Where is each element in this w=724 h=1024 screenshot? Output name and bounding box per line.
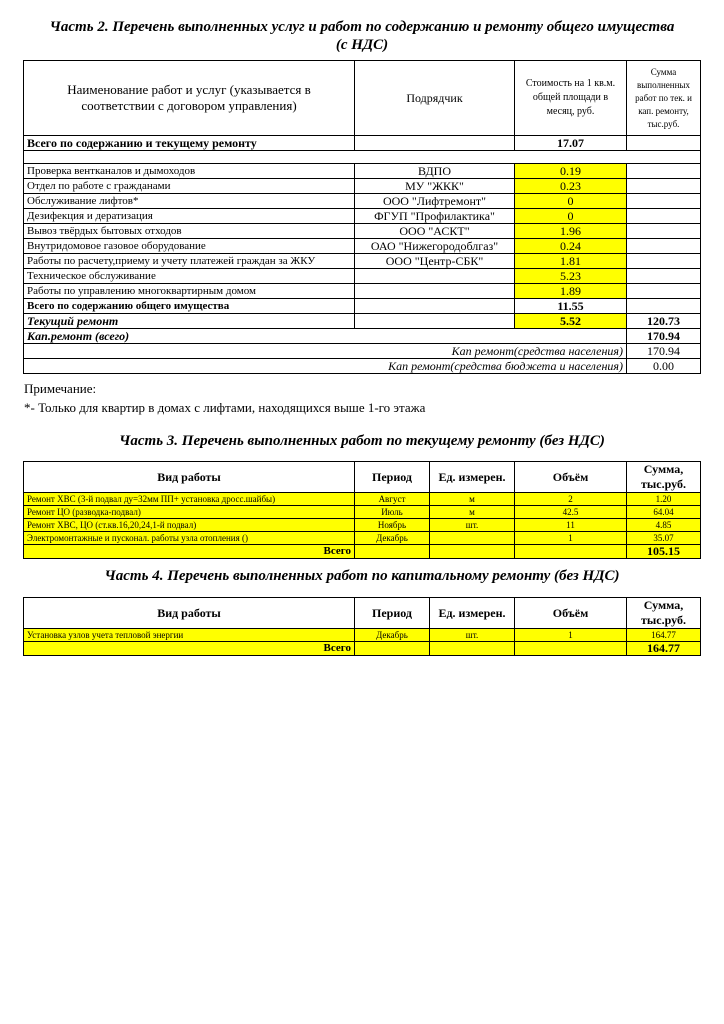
table-row — [24, 532, 701, 545]
row-sum — [627, 194, 701, 209]
row-name: Техническое обслуживание — [24, 269, 355, 284]
part3-total-row — [24, 545, 701, 559]
row-sum — [627, 164, 701, 179]
header-sum: Сумма выполненных работ по тек. и кап. ремонту, тыс.руб. — [627, 61, 701, 136]
row-contractor: ООО "Центр-СБК" — [355, 254, 515, 269]
part4-title: Часть 4. Перечень выполненных работ по капитальному ремонту (без НДС) — [104, 568, 620, 584]
note-title: Примечание: — [24, 381, 97, 396]
maintenance-total-row — [24, 299, 701, 314]
row-work: Установка узлов учета тепловой энергии — [24, 629, 355, 642]
total-label: Всего — [24, 642, 355, 656]
header-cost: Стоимость на 1 кв.м. общей площади в месяц, руб. — [515, 61, 627, 136]
cap-population-label: Кап ремонт(средства населения) — [24, 344, 627, 359]
maintenance-total-cost: 11.55 — [515, 299, 627, 314]
row-sum — [627, 239, 701, 254]
row-unit: м — [430, 493, 515, 506]
row-period: Декабрь — [355, 629, 430, 642]
row-contractor: ВДПО — [355, 164, 515, 179]
row-name: Отдел по работе с гражданами — [24, 179, 355, 194]
row-work: Ремонт ХВС (3-й подвал ду=32мм ПП+ установка дросс.шайбы) — [24, 493, 355, 506]
part2-title-line2: (с НДС) — [335, 37, 389, 53]
table-row — [24, 164, 701, 179]
part2-table — [23, 60, 701, 374]
table-row — [24, 224, 701, 239]
row-cost: 5.23 — [515, 269, 627, 284]
header-contractor: Подрядчик — [355, 61, 515, 136]
row-sum — [627, 179, 701, 194]
total-sum: 105.15 — [627, 545, 701, 559]
cap-budget-label: Кап ремонт(средства бюджета и населения) — [24, 359, 627, 374]
row-contractor: МУ "ЖКК" — [355, 179, 515, 194]
row-volume: 42.5 — [515, 506, 627, 519]
table-row — [24, 254, 701, 269]
part4-header-row — [24, 598, 701, 629]
header-unit: Ед. измерен. — [430, 598, 515, 629]
table-row — [24, 493, 701, 506]
cap-population-sum: 170.94 — [627, 344, 701, 359]
row-contractor: ООО "АСКТ" — [355, 224, 515, 239]
cap-repair-row — [24, 329, 701, 344]
part3-table — [23, 461, 701, 559]
row-volume: 1 — [515, 629, 627, 642]
row-contractor: ООО "Лифтремонт" — [355, 194, 515, 209]
row-period: Август — [355, 493, 430, 506]
part3-header-row — [24, 462, 701, 493]
row-contractor: ОАО "Нижегородоблгаз" — [355, 239, 515, 254]
row-sum — [627, 269, 701, 284]
header-sum-line2: тыс.руб. — [641, 477, 686, 491]
row-sum: 64.04 — [627, 506, 701, 519]
row-cost: 0 — [515, 194, 627, 209]
header-period: Период — [355, 462, 430, 493]
total-sum: 164.77 — [627, 642, 701, 656]
row-contractor — [355, 269, 515, 284]
row-cost: 1.89 — [515, 284, 627, 299]
header-work: Вид работы — [24, 462, 355, 493]
current-repair-row — [24, 314, 701, 329]
row-work: Ремонт ЦО (разводка-подвал) — [24, 506, 355, 519]
part3-title: Часть 3. Перечень выполненных работ по текущему ремонту (без НДС) — [119, 433, 605, 449]
header-sum — [627, 598, 701, 629]
row-sum: 164.77 — [627, 629, 701, 642]
row-sum: 35.07 — [627, 532, 701, 545]
row-cost: 0 — [515, 209, 627, 224]
table-row — [24, 284, 701, 299]
total-sum — [627, 136, 701, 151]
table-row — [24, 194, 701, 209]
maintenance-total-label: Всего по содержанию общего имущества — [24, 299, 355, 314]
row-unit — [430, 532, 515, 545]
row-period: Ноябрь — [355, 519, 430, 532]
row-period: Июль — [355, 506, 430, 519]
row-name: Проверка вентканалов и дымоходов — [24, 164, 355, 179]
total-label: Всего — [24, 545, 355, 559]
row-cost: 0.23 — [515, 179, 627, 194]
current-repair-label: Текущий ремонт — [24, 314, 355, 329]
table-row — [24, 519, 701, 532]
header-sum-line1: Сумма, — [643, 598, 684, 612]
cap-budget-sum: 0.00 — [627, 359, 701, 374]
current-repair-sum: 120.73 — [627, 314, 701, 329]
part2-title-line1: Часть 2. Перечень выполненных услуг и работ по содержанию и ремонту общего имущества — [49, 19, 675, 35]
spacer-row — [24, 151, 701, 164]
row-period: Декабрь — [355, 532, 430, 545]
row-unit: м — [430, 506, 515, 519]
cap-repair-sum: 170.94 — [627, 329, 701, 344]
row-sum — [627, 254, 701, 269]
part4-table — [23, 597, 701, 656]
row-name: Обслуживание лифтов* — [24, 194, 355, 209]
row-name: Внутридомовое газовое оборудование — [24, 239, 355, 254]
cap-repair-label: Кап.ремонт (всего) — [24, 329, 627, 344]
row-work: Электромонтажные и пусконал. работы узла отопления () — [24, 532, 355, 545]
total-label: Всего по содержанию и текущему ремонту — [24, 136, 355, 151]
row-sum — [627, 284, 701, 299]
row-name: Дезифекция и дератизация — [24, 209, 355, 224]
row-contractor — [355, 284, 515, 299]
row-sum — [627, 209, 701, 224]
row-sum: 4.85 — [627, 519, 701, 532]
cap-budget-row — [24, 359, 701, 374]
row-volume: 11 — [515, 519, 627, 532]
header-unit: Ед. измерен. — [430, 462, 515, 493]
row-sum: 1.20 — [627, 493, 701, 506]
row-sum — [627, 224, 701, 239]
table-row — [24, 239, 701, 254]
row-name: Работы по расчету,приему и учету платежей граждан за ЖКУ — [24, 254, 355, 269]
note-text: *- Только для квартир в домах с лифтами, находящихся выше 1-го этажа — [24, 400, 426, 415]
cap-population-row — [24, 344, 701, 359]
row-cost: 1.96 — [515, 224, 627, 239]
row-contractor: ФГУП "Профилактика" — [355, 209, 515, 224]
row-unit: шт. — [430, 629, 515, 642]
header-work: Вид работы — [24, 598, 355, 629]
part2-title — [10, 18, 714, 54]
table-row — [24, 506, 701, 519]
header-name: Наименование работ и услуг (указывается в соответствии с договором управления) — [24, 61, 355, 136]
table-row — [24, 269, 701, 284]
row-cost: 0.19 — [515, 164, 627, 179]
total-cost: 17.07 — [515, 136, 627, 151]
row-cost: 1.81 — [515, 254, 627, 269]
current-repair-cost: 5.52 — [515, 314, 627, 329]
table-row — [24, 209, 701, 224]
total-maintenance-repair-row — [24, 136, 701, 151]
row-volume: 1 — [515, 532, 627, 545]
table-row — [24, 629, 701, 642]
row-cost: 0.24 — [515, 239, 627, 254]
row-volume: 2 — [515, 493, 627, 506]
part4-total-row — [24, 642, 701, 656]
row-name: Вывоз твёрдых бытовых отходов — [24, 224, 355, 239]
header-volume: Объём — [515, 462, 627, 493]
row-name: Работы по управлению многоквартирным домом — [24, 284, 355, 299]
header-volume: Объём — [515, 598, 627, 629]
header-sum-line2: тыс.руб. — [641, 613, 686, 627]
header-sum — [627, 462, 701, 493]
header-period: Период — [355, 598, 430, 629]
table-row — [24, 179, 701, 194]
row-unit: шт. — [430, 519, 515, 532]
row-work: Ремонт ХВС, ЦО (ст.кв.16,20,24,1-й подвал) — [24, 519, 355, 532]
header-sum-line1: Сумма, — [643, 462, 684, 476]
total-contractor — [355, 136, 515, 151]
part2-header-row — [24, 61, 701, 136]
